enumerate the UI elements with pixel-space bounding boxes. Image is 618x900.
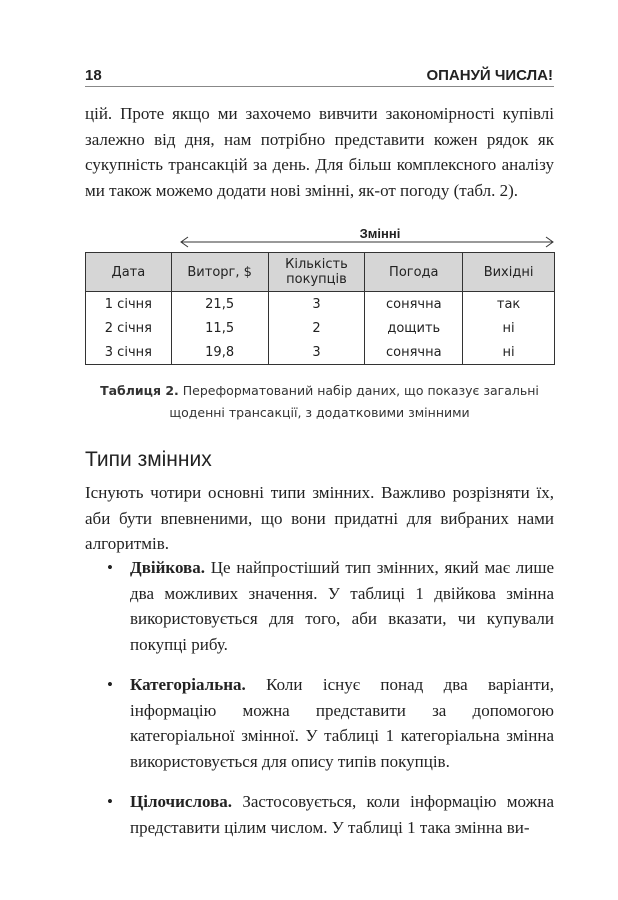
- cell-revenue: 21,5: [171, 292, 268, 317]
- caption-label: Таблиця 2.: [100, 383, 179, 398]
- cell-weekend: так: [463, 292, 555, 317]
- table-caption: [85, 380, 554, 424]
- section-title: Типи змінних: [85, 448, 212, 471]
- intro-paragraph: цій. Проте якщо ми захочемо вивчити закономірності купівлі залежно від дня, нам потрібно представити кожен рядок як сукупність трансакцій за день. Для більш комплексного аналізу ми також можемо додати нові змінні, як-от погоду (табл. 2).: [85, 104, 554, 200]
- variables-arrow: [178, 236, 556, 248]
- variable-types-list: [85, 555, 554, 855]
- page-number: 18: [85, 67, 102, 84]
- cell-customers: 2: [268, 316, 365, 340]
- bullet-icon: •: [107, 792, 113, 811]
- header-customers: Кількість покупців: [268, 253, 365, 292]
- cell-weather: сонячна: [365, 340, 463, 365]
- list-item: [85, 789, 554, 840]
- section-paragraph: Існують чотири основні типи змінних. Важливо розрізняти їх, аби бути впевненими, що вони придатні для вибраних нами алгоритмів.: [85, 483, 554, 553]
- variables-label: Змінні: [359, 226, 401, 241]
- list-item: [85, 555, 554, 657]
- caption-text: Переформатований набір даних, що показує загальні щоденні трансакції, з додатковими змінними: [169, 383, 539, 420]
- header-weather: Погода: [365, 253, 463, 292]
- header-rule: [85, 86, 554, 87]
- cell-weekend: ні: [463, 340, 555, 365]
- bullet-icon: •: [107, 558, 113, 577]
- term: Двійкова.: [130, 558, 205, 577]
- table-header-row: [86, 253, 555, 292]
- header-revenue: Виторг, $: [171, 253, 268, 292]
- table-row: [86, 292, 555, 317]
- header-date: Дата: [86, 253, 172, 292]
- header-weekend: Вихідні: [463, 253, 555, 292]
- cell-customers: 3: [268, 340, 365, 365]
- cell-revenue: 19,8: [171, 340, 268, 365]
- page-header: [85, 62, 553, 84]
- cell-date: 1 січня: [86, 292, 172, 317]
- term-description: Це найпростіший тип змінних, який має лише два можливих значення. У таблиці 1 двійкова змінна використовується для того, аби вказати, чи купували покупці рибу.: [130, 558, 554, 654]
- cell-weekend: ні: [463, 316, 555, 340]
- bullet-icon: •: [107, 675, 113, 694]
- cell-weather: дощить: [365, 316, 463, 340]
- book-title: ОПАНУЙ ЧИСЛА!: [426, 67, 553, 84]
- data-table: [85, 252, 555, 365]
- term: Цілочислова.: [130, 792, 233, 811]
- term: Категоріальна.: [130, 675, 246, 694]
- list-item: [85, 672, 554, 774]
- cell-customers: 3: [268, 292, 365, 317]
- cell-date: 2 січня: [86, 316, 172, 340]
- term-description: Коли існує понад два варіанти, інформацію можна представити за допомогою категоріальної змінної. У таблиці 1 категоріальна змінна використовується для опису типів покупців.: [130, 675, 555, 771]
- term-description: Застосовується, коли інформацію можна представити цілим числом. У таблиці 1 така змінна ви-: [130, 792, 554, 837]
- cell-revenue: 11,5: [171, 316, 268, 340]
- table-row: [86, 340, 555, 365]
- table-row: [86, 316, 555, 340]
- cell-weather: сонячна: [365, 292, 463, 317]
- cell-date: 3 січня: [86, 340, 172, 365]
